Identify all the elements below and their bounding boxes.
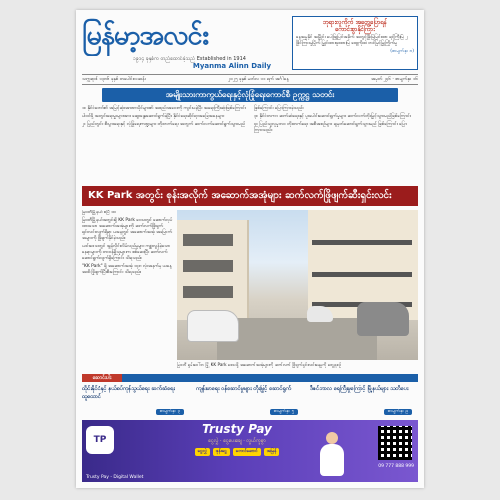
- ad-chip: ငွေလွှဲ: [195, 448, 210, 456]
- lead-column-left: [82, 106, 246, 130]
- masthead: [82, 16, 418, 70]
- ad-chip: ဘေလ်ဆောင်: [233, 448, 261, 456]
- ad-brand-name: Trusty Pay: [202, 422, 272, 436]
- dateline-middle: ၂၀၂၅ ခုနှစ် မတ်လ ၁၁ ရက် အင်္ဂါနေ့: [228, 77, 289, 82]
- section-bar: [82, 374, 418, 382]
- trusty-pay-logo: TP: [86, 426, 114, 454]
- paragraph: မြဝတီမြို့နယ်အတွင်းရှိ KK Park ဒေသတွင် ဆောက်လုပ်ထားသော အဆောက်အအုံများကို ဆက်လက်ဖြိုဖျက်ရှင်းလင်းလျက်ရှိရာ ယနေ့တွင် အဆောက်အအုံ အမြောက်အများကို ဖြိုဖျက်နိုင်ခဲ့သည်။: [82, 218, 173, 241]
- paragraph: "KK Park" ရှိ အဆောက်အအုံ ၁၄၈ လုံးအနက်မှ ယနေ့အထိ ဖြိုဖျက်ပြီးစီးကြောင်း သိရသည်။: [82, 264, 172, 275]
- window: [183, 260, 233, 272]
- ad-phone-number: 09 777 888 999: [378, 464, 414, 469]
- ad-tagline: ငွေလွှဲ · ငွေပေးချေ · လွယ်ကူစွာ: [208, 438, 266, 444]
- teaser-text: ထိုင်းနိုင်ငံနှင့် နယ်စပ်ကုန်သွယ်ရေး ဆက်ဆံရေး ထူထောင်: [82, 386, 175, 400]
- trusty-pay-advertisement[interactable]: [82, 420, 418, 482]
- paragraph: ၂။ ပြည်တွင်း စီးပွားရေးနှင့် လုံခြုံရေးကဏ္ဍများ တိုးတက်ရေး အတွက် ဆက်လက်ဆောင်ရွက်သွားမည်: [82, 122, 246, 127]
- building-left: [177, 220, 249, 320]
- notice-body: နေ့အမှုနိုင် အမြှိုင်း ပေါ့ဖြူပြင်အခိုက် အတွင့်ခြိုးမြဲမြင်းထာ ရင့်ကြီးမြဲ ၂ ဖြိုင်ကြားမှုမြိုက် မြွှုင်ထားဖူးထားမြဲ ထွေ့ကိုထဲ တင်မြင့်မြှုကြိုက်မှု: [296, 35, 408, 46]
- teaser-page-tag: စာမျက်နှာ ၅: [270, 409, 298, 415]
- masthead-notice-box: [292, 16, 418, 70]
- feature-photo: [177, 210, 418, 360]
- newspaper-name: မြန်မာ့အလင်း: [82, 20, 209, 51]
- paragraph: ၃။ နိုင်ငံတကာ ဆက်ဆံရေးနှင့် ပူးပေါင်းဆောင်ရွက်မှုများ ဆက်လက်တိုးမြှင့်သွားမည်ဖြစ်ကြောင်း: [254, 114, 411, 119]
- section-label: ဆောင်းပါး: [82, 374, 122, 382]
- established-line: ၁၉၁၄ ခုနှစ်က တည်ထောင်ခဲ့သည် Established in 1914: [133, 56, 246, 62]
- ad-person-figure: [314, 432, 350, 480]
- car: [357, 302, 409, 336]
- paragraph: ၁။ နိုင်ငံတော်၏ အမြင့်ဆုံးအာဏာပိုင်များ၏ အစည်းအဝေးကို ကျင်းပခဲ့ပြီး အရေးကြီးဆုံးဖြစ်ကြောင်း: [82, 106, 246, 111]
- paragraph: ၄။ ပြည်သူ့လူမှုဘဝ တိုးတက်ရေး အစီအစဉ်များ ချမှတ်ဆောင်ရွက်သွားမည် ဖြစ်ကြောင်း ပြောကြားသည်။: [254, 122, 408, 133]
- ad-chip: ဖုန်းငွေ: [213, 448, 230, 456]
- dateline-left: သက္ကရာဇ် ၁၃၈၆ ခုနှစ် တပေါင်းလဆန်း: [82, 77, 146, 82]
- notice-footer: (စာမျက်နှာ ၈): [390, 49, 414, 54]
- car: [187, 310, 239, 342]
- qr-code-icon[interactable]: [378, 426, 412, 460]
- balcony: [312, 240, 412, 245]
- lead-column-right: [254, 106, 418, 136]
- teaser-page-tag: စာမျက်နှာ ၉: [384, 409, 412, 415]
- teaser-text: ဒီဇင်ဘာလ ရေကြီးမှုကြောင့် မြို့နယ်များ သတိပေး: [310, 386, 409, 392]
- dateline-right: အမှတ် ၂၄၆ · စာမျက်နှာ ၁၆: [371, 77, 418, 82]
- window: [183, 234, 233, 246]
- lead-headline[interactable]: အမျိုးသားကာကွယ်ရေးနှင့်လုံခြုံရေးကောင်စီ ဥက္ကဋ္ဌ သတင်း: [102, 88, 398, 102]
- balcony: [312, 272, 412, 277]
- teaser-text: ကျန်းမာရေး ဝန်ဆောင်မှုများ တိုးမြှင့် ဆောင်ရွက်: [196, 386, 292, 392]
- window: [183, 286, 233, 298]
- paragraph: ယင်းဒေသတွင် အွန်လိုင်းလိမ်လည်မှုများ ကျူးလွန်ခဲ့သော နေရာများကို တာဝန်ရှိသူများက စစ်ဆေးပြီး ဆက်လက်ဆောင်ရွက်လျက်ရှိကြောင်း သိရသည်။: [82, 244, 171, 261]
- road: [217, 318, 377, 360]
- feature-body: [82, 210, 174, 360]
- feature-headline[interactable]: KK Park အတွင်း စုန်းအလိုက် အဆောက်အအုံများ ဆက်လက်ဖြိုဖျက်ဆီးရှင်းလင်း: [82, 186, 418, 206]
- photo-caption: မြဝတီ ရှမ်းဝေါ်ဘ မြို့ KK Park ဒေသရှိ အဆောက်အအုံများကို ဆက်လက် ဖြိုဖျက်ရှင်းလင်းနေမှုကို တွေ့ရစဉ်: [177, 362, 342, 367]
- figure-body: [320, 444, 344, 476]
- teaser-item[interactable]: [196, 385, 304, 415]
- figure-head: [326, 432, 338, 444]
- ad-chip: အမြန်: [264, 448, 280, 456]
- newspaper-page: [76, 10, 424, 488]
- paragraph: မြဝတီမြို့နယ် ဧပြီ ၁၀: [82, 210, 116, 215]
- paragraph: ပါဝင်ဖို့ အတွင်းရေးမှူးများအား ဆွေးနွေးဆောင်ရွက်ခဲ့ပြီး နိုင်ငံရေးဆိုင်ရာအခြေအနေများ: [82, 114, 225, 119]
- paragraph: ဖြစ်ကြောင်း ပြောကြားခဲ့သည်။: [254, 106, 304, 111]
- dateline: [82, 74, 418, 85]
- notice-title: ဘုရားလူကိုက် အတွေ့ပြောရန်: [322, 19, 388, 26]
- teaser-item[interactable]: [310, 385, 418, 415]
- ad-feature-chips: [162, 448, 312, 456]
- teaser-item[interactable]: [82, 385, 190, 415]
- notice-subtitle: ကောင်းစွာနိုင်ကြား: [335, 26, 375, 33]
- ad-footer: Trusty Pay - Digital Wallet: [86, 475, 144, 480]
- newspaper-name-english: Myanma Alinn Daily: [192, 62, 272, 70]
- teaser-page-tag: စာမျက်နှာ ၃: [156, 409, 184, 415]
